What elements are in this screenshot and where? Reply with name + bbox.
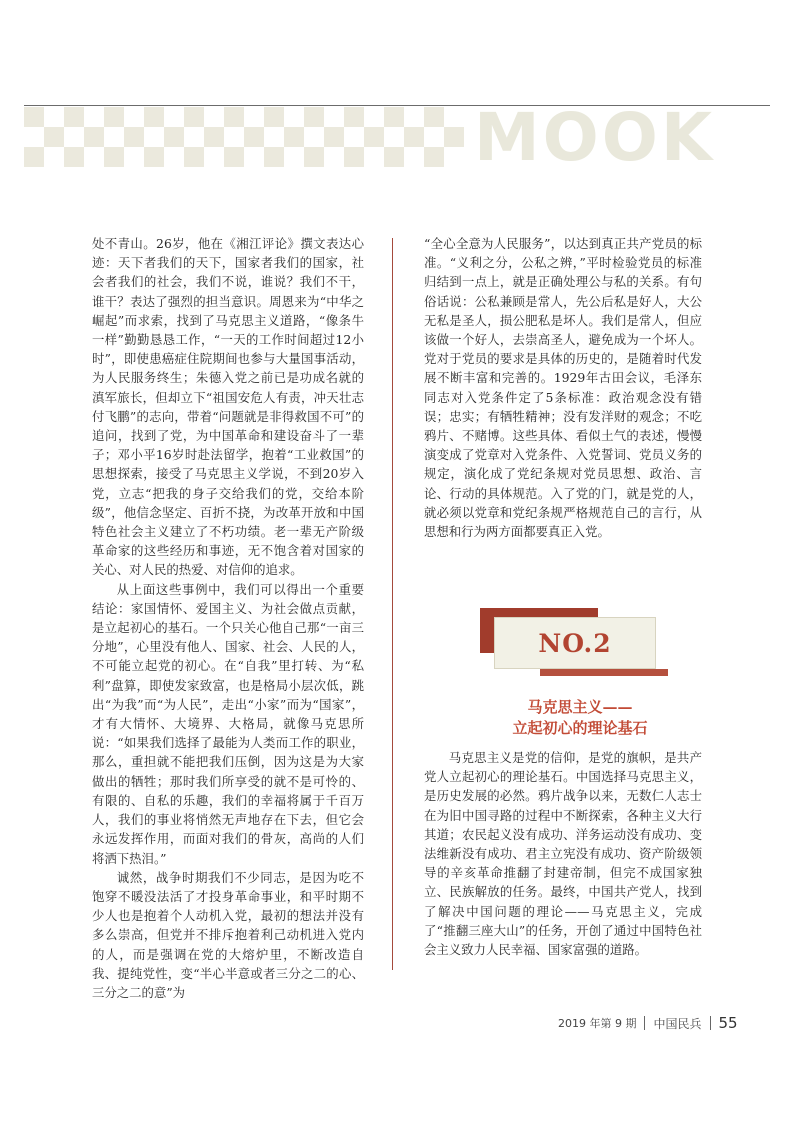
right-paragraph-1: “全心全意为人民服务”，以达到真正共产党员的标准。“义利之分，公私之辨，”平时检验党员的标准归结到一点上，就是正确处理公与私的关系。有句俗话说：公私兼顾是常人，先公后私是好人，大公无私是圣人，损公肥私是坏人。我们是常人，但应该做一个好人，去崇高圣人，避免成为一个坏人。党对于党员的要求是具体的历史的，是随着时代发展不断丰富和完善的。1929年古田会议，毛泽东同志对入党条件定了5条标准：政治观念没有错误；忠实；有牺牲精神；没有发洋财的观念；不吃鸦片、不赌博。这些具体、看似土气的表述，慢慢演变成了党章对入党条件、入党誓词、党员义务的规定，演化成了党纪条规对党员思想、政治、言论、行动的具体规范。入了党的门，就是党的人，就必须以党章和党纪条规严格规范自己的言行，从思想和行为两方面都要真正入党。 [424, 236, 702, 540]
right-column-bottom [424, 748, 702, 959]
section-accent-bar-top [480, 608, 598, 617]
footer-separator [710, 1016, 711, 1030]
footer-issue: 2019 年第 9 期 [558, 1017, 637, 1030]
checker-square [184, 147, 204, 167]
checker-square [384, 147, 404, 167]
checker-square [204, 127, 224, 147]
checker-square [424, 107, 444, 127]
checker-square [84, 127, 104, 147]
checker-square [104, 147, 124, 167]
section-title-line-2: 立起初心的理论基石 [512, 719, 648, 737]
section-accent-bar-bottom [540, 669, 668, 676]
left-paragraph-3: 诚然，战争时期我们不少同志，是因为吃不饱穿不暖没法活了才投身革命事业，和平时期不少人也是抱着个人动机入党，最初的想法并没有多么崇高，但党并不排斥抱着利己动机进入党内的人，而是强调在党的大熔炉里，不断改造自我、提纯党性，变“半心半意或者三分之二的心、三分之二的意”为 [92, 869, 364, 1000]
checker-square [224, 147, 244, 167]
checker-square [44, 127, 64, 147]
checker-square [424, 147, 444, 167]
right-paragraph-2: 马克思主义是党的信仰，是党的旗帜，是共产党人立起初心的理论基石。中国选择马克思主义，是历史发展的必然。鸦片战争以来，无数仁人志士在为旧中国寻路的过程中不断探索，各种主义大行其道；农民起义没有成功、洋务运动没有成功、变法维新没有成功、君主立宪没有成功、资产阶级领导的辛亥革命推翻了封建帝制，但完不成国家独立、民族解放的任务。最终，中国共产党人，找到了解决中国问题的理论——马克思主义，完成了“推翻三座大山”的任务，开创了通过中国特色社会主义致力人民幸福、国家富强的道路。 [424, 750, 702, 958]
checker-square [64, 147, 84, 167]
checker-square [404, 127, 424, 147]
section-number: NO.2 [538, 628, 612, 658]
checker-square [364, 127, 384, 147]
checker-square [24, 147, 44, 167]
checker-square [284, 127, 304, 147]
checker-square [344, 107, 364, 127]
section-number-box [494, 617, 656, 669]
left-paragraph-2: 从上面这些事例中，我们可以得出一个重要结论：家国情怀、爱国主义、为社会做点贡献，是立起初心的基石。一个只关心他自己那“一亩三分地”，心里没有他人、国家、社会、人民的人，不可能立起党的初心。在“自我”里打转、为“私利”盘算，即使发家致富，也是格局小层次低，跳出“为我”而“为人民”，走出“小家”而为“国家”，才有大情怀、大境界、大格局，就像马克思所说：“如果我们选择了最能为人类而工作的职业，那么，重担就不能把我们压倒，因为这是为大家做出的牺牲；那时我们所享受的就不是可怜的、有限的、自私的乐趣，我们的幸福将属于千百万人，我们的事业将悄然无声地存在下去，但它会永远发挥作用，而面对我们的骨灰，高尚的人们将洒下热泪。” [92, 581, 364, 866]
checker-square [244, 127, 264, 147]
checker-square [104, 107, 124, 127]
checker-square [264, 147, 284, 167]
checker-square [144, 147, 164, 167]
section-title-line-1: 马克思主义—— [527, 698, 633, 716]
checker-square [324, 127, 344, 147]
header-checker-pattern [24, 107, 464, 167]
checker-square [164, 127, 184, 147]
checker-square [344, 147, 364, 167]
column-divider [392, 238, 393, 970]
checker-square [384, 107, 404, 127]
checker-square [124, 127, 144, 147]
checker-square [304, 107, 324, 127]
right-column-top [424, 234, 702, 541]
page-number: 55 [718, 1014, 738, 1032]
checker-square [224, 107, 244, 127]
section-number-block [480, 608, 678, 678]
checker-square [264, 107, 284, 127]
checker-square [304, 147, 324, 167]
left-column [92, 234, 364, 1002]
brand-watermark: MOOK [474, 99, 716, 176]
checker-square [444, 127, 464, 147]
footer-separator [644, 1016, 645, 1030]
checker-square [64, 107, 84, 127]
checker-square [24, 107, 44, 127]
page-footer [558, 1013, 738, 1033]
left-paragraph-1: 处不青山。26岁，他在《湘江评论》撰文表达心迹：天下者我们的天下，国家者我们的国家，社会者我们的社会，我们不说，谁说？我们不干，谁干？表达了强烈的担当意识。周恩来为“中华之崛起”而求索，找到了马克思主义道路，“像条牛一样”勤勤恳恳工作，“一天的工作时间超过12小时”，即使患癌症住院期间也参与大量国事活动，为人民服务终生；朱德入党之前已是功成名就的滇军旅长，但却立下“祖国安危人有责，冲天壮志付飞鹏”的志向，带着“问题就是非得救国不可”的追问，找到了党，为中国革命和建设奋斗了一辈子；邓小平16岁时赴法留学，抱着“工业救国”的思想探索，接受了马克思主义学说，不到20岁入党，立志“把我的身子交给我们的党，交给本阶级”，他信念坚定、百折不挠，为改革开放和中国特色社会主义建立了不朽功绩。老一辈无产阶级革命家的这些经历和事迹，无不饱含着对国家的关心、对人民的热爱、对信仰的追求。 [92, 236, 364, 578]
footer-magazine-name: 中国民兵 [653, 1016, 702, 1031]
checker-square [144, 107, 164, 127]
checker-square [184, 107, 204, 127]
section-accent-bar-left [480, 617, 494, 653]
